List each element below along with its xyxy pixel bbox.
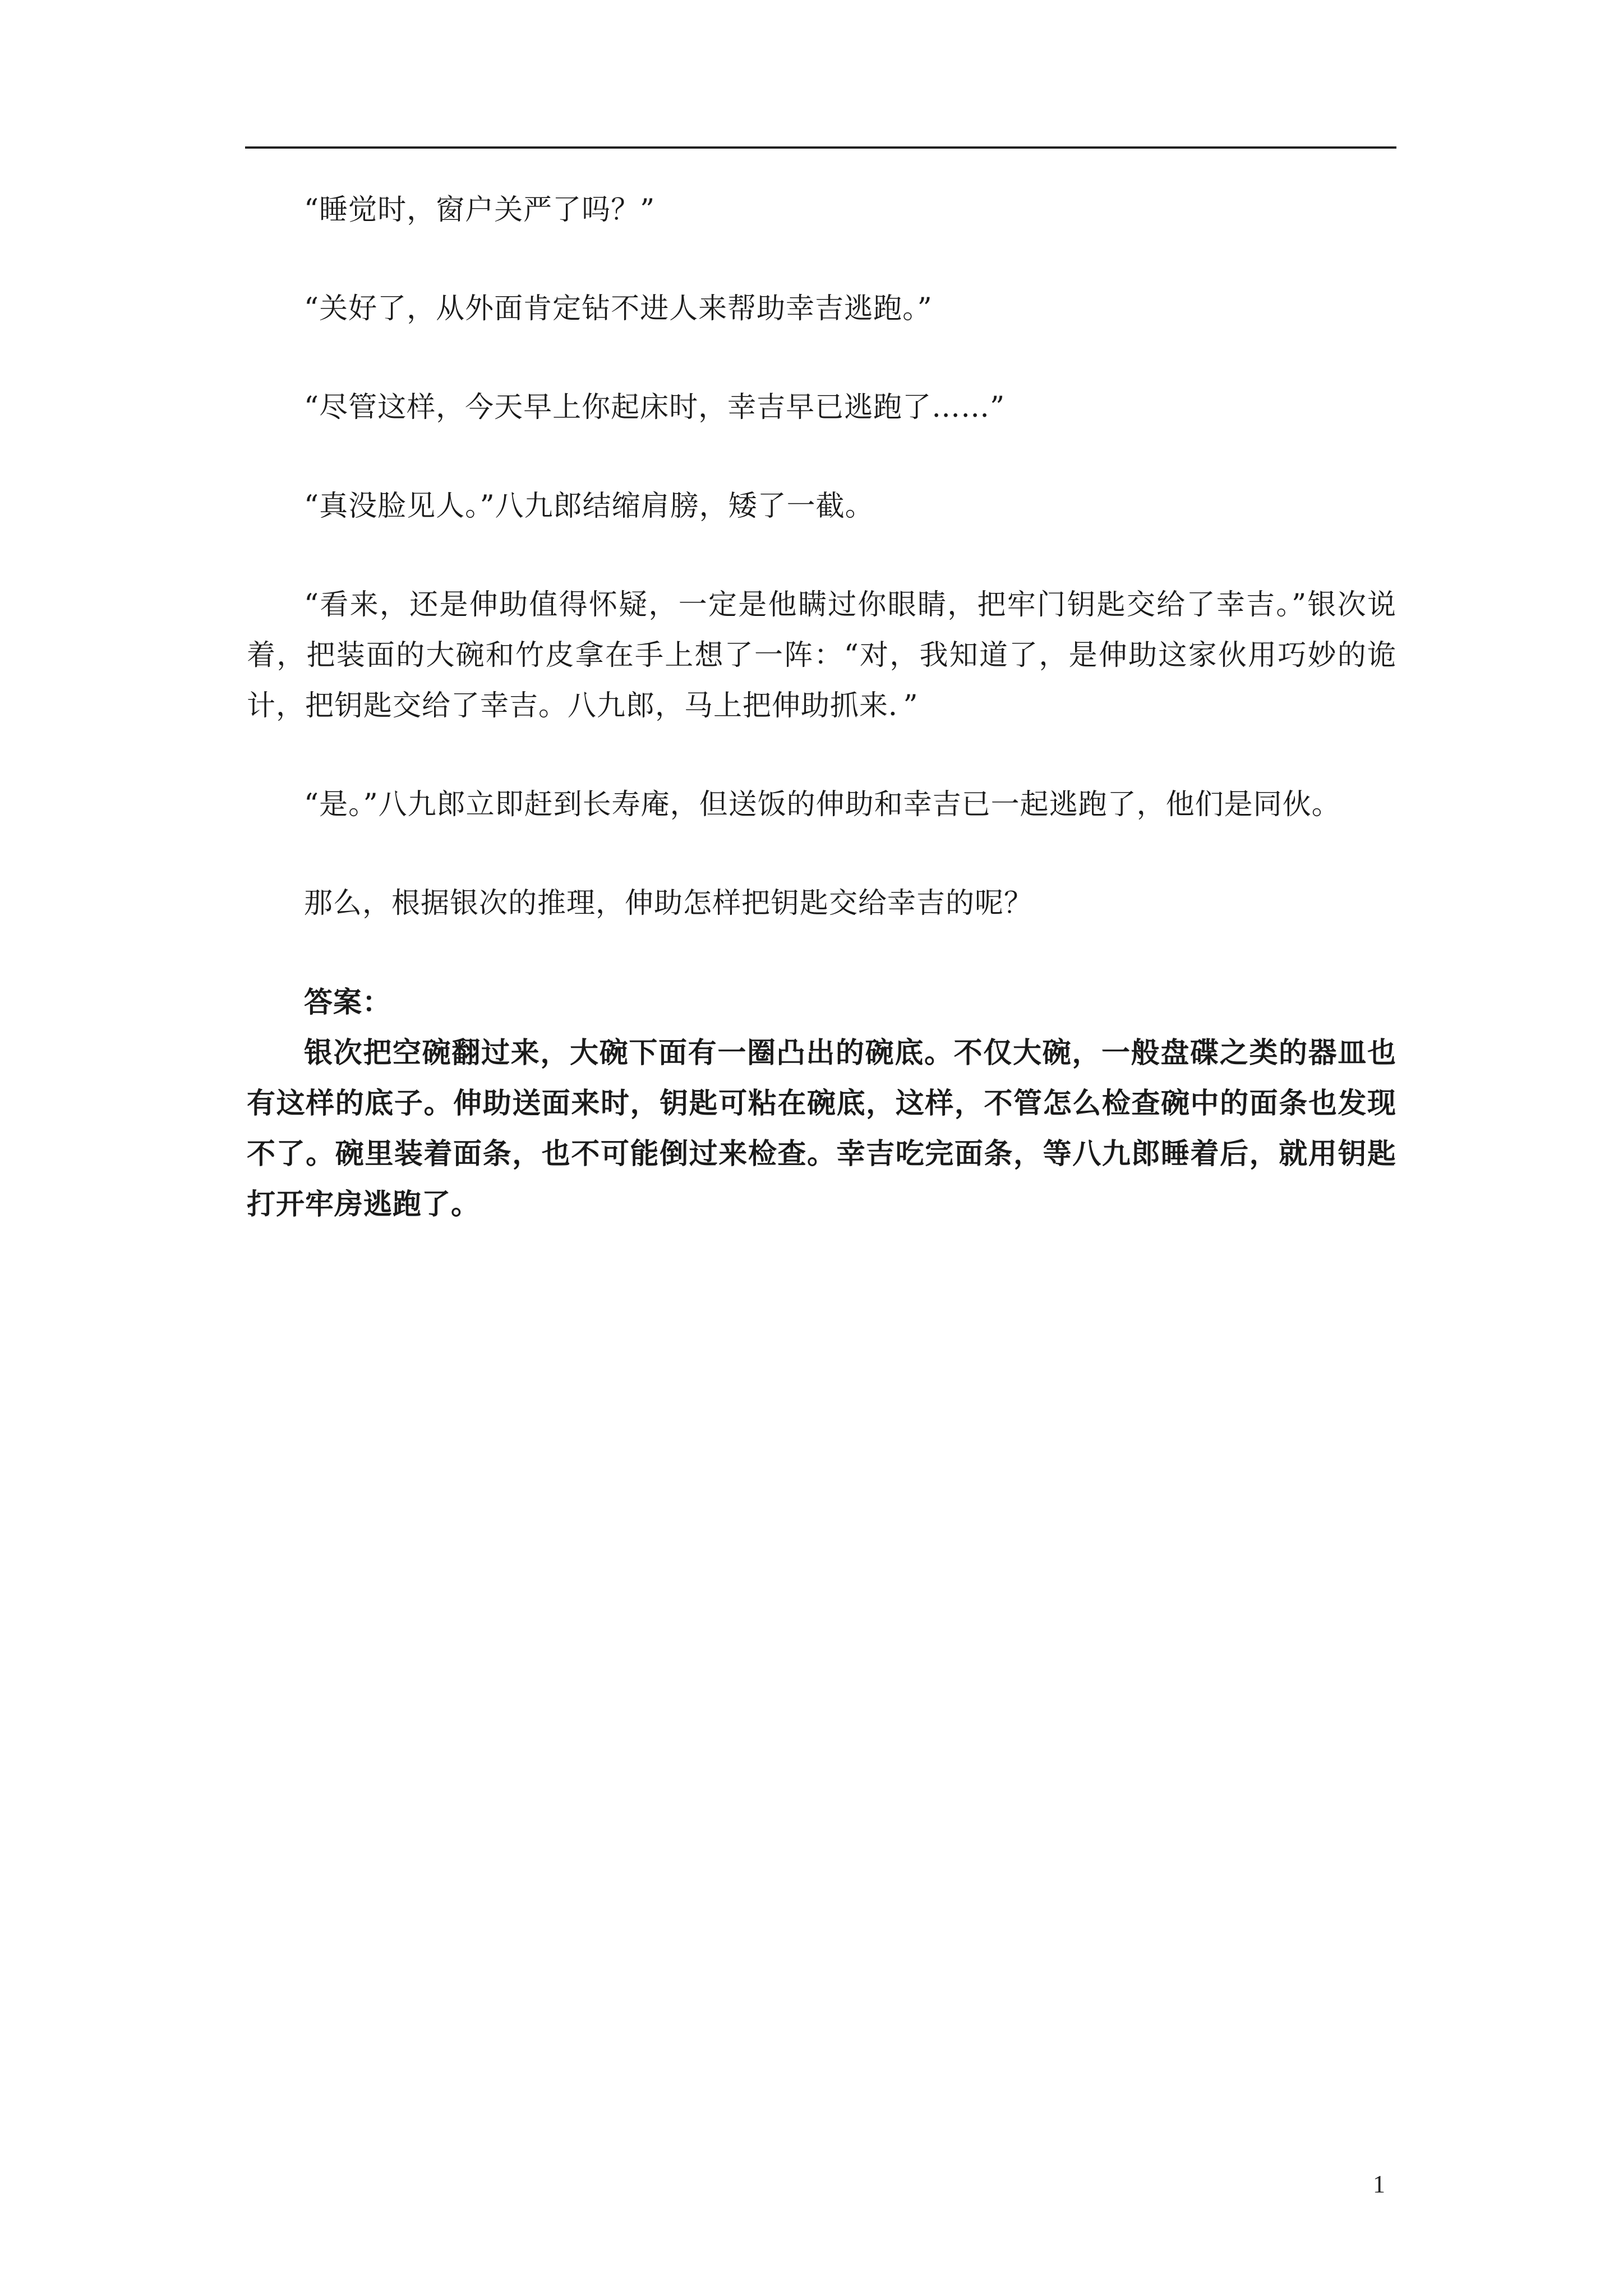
paragraph-4: “真没脸见人。”八九郎结缩肩膀，矮了一截。 [304, 490, 874, 523]
paragraph-2: “关好了，从外面肯定钻不进人来帮助幸吉逃跑。” [304, 292, 933, 325]
header-rule [245, 146, 1396, 149]
page-number: 1 [1373, 2170, 1385, 2198]
paragraph-6: “是。”八九郎立即赶到长寿庵，但送饭的伸助和幸吉已一起逃跑了，他们是同伙。 [304, 788, 1341, 821]
paragraph-1: “睡觉时，窗户关严了吗？” [304, 194, 656, 227]
answer-text: 银次把空碗翻过来，大碗下面有一圈凸出的碗底。不仅大碗，一般盘碟之类的器皿也有这样的底子。伸助送面来时，钥匙可粘在碗底，这样，不管怎么检查碗中的面条也发现不了。碗里装着面条，也不可能倒过来检查。幸吉吃完面条，等八九郎睡着后，就用钥匙打开牢房逃跑了。 [247, 1036, 1396, 1221]
paragraph-7: 那么，根据银次的推理，伸助怎样把钥匙交给幸吉的呢？ [304, 887, 1034, 920]
document-body [247, 185, 1396, 1230]
answer-heading: 答案： [304, 986, 392, 1019]
paragraph-5: “看来，还是伸助值得怀疑，一定是他瞒过你眼睛，把牢门钥匙交给了幸吉。”银次说着，把装面的大碗和竹皮拿在手上想了一阵：“对，我知道了，是伸助这家伙用巧妙的诡计，把钥匙交给了幸吉。八九郎，马上把伸助抓来．” [247, 588, 1396, 723]
paragraph-3: “尽管这样，今天早上你起床时，幸吉早已逃跑了……” [304, 391, 1006, 424]
